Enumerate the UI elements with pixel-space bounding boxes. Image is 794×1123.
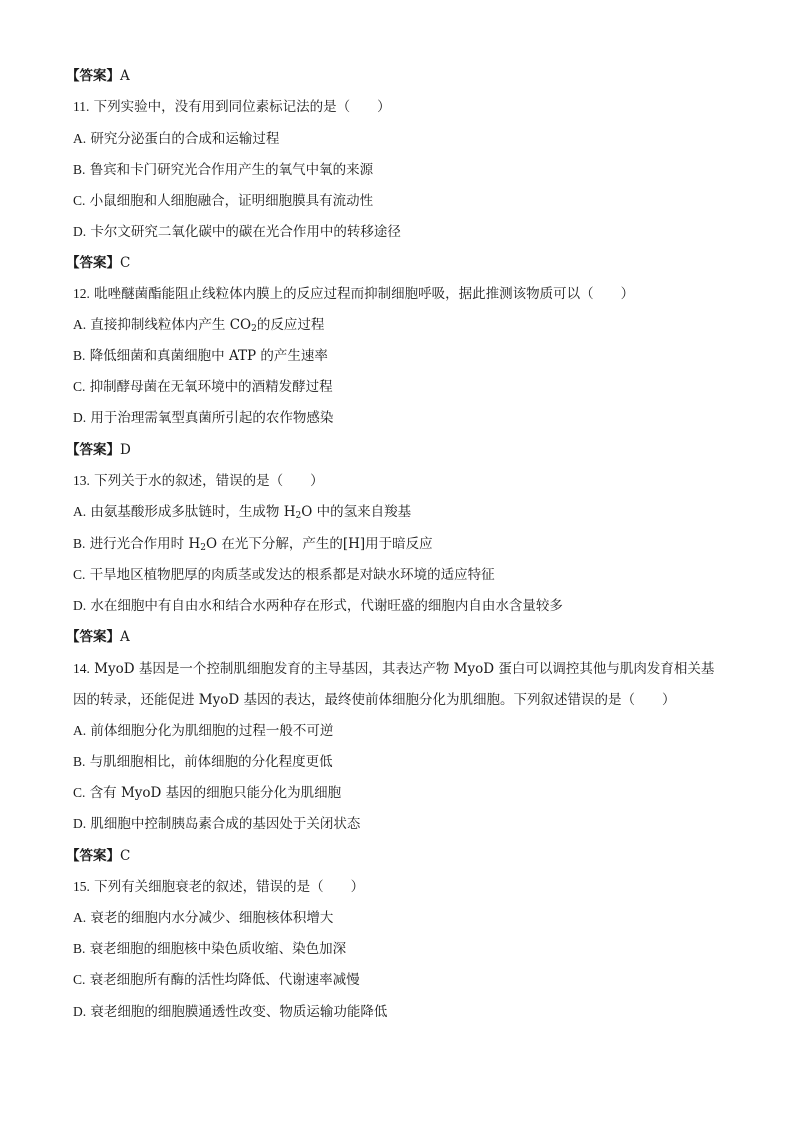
question-14-stem-line2 <box>73 690 734 710</box>
question-text: 吡唑醚菌酯能阻止线粒体内膜上的反应过程而抑制细胞呼吸，据此推测该物质可以（ ） <box>94 286 635 302</box>
question-14-option-b <box>73 752 734 772</box>
option-letter: D. <box>73 598 87 613</box>
option-letter: D. <box>73 1004 87 1019</box>
question-11-stem <box>73 97 734 117</box>
option-text: 用于治理需氧型真菌所引起的农作物感染 <box>90 410 334 426</box>
option-text: 衰老细胞的细胞核中染色质收缩、染色加深 <box>89 941 347 957</box>
question-15-stem <box>73 877 734 897</box>
option-text: 前体细胞分化为肌细胞的过程一般不可逆 <box>90 723 334 739</box>
answer-line <box>66 846 734 866</box>
option-text: 小鼠细胞和人细胞融合，证明细胞膜具有流动性 <box>89 193 374 209</box>
question-text: 下列有关细胞衰老的叙述，错误的是（ ） <box>94 879 365 895</box>
option-text: O 中的氢来自羧基 <box>301 504 412 520</box>
question-11-option-a <box>73 129 734 149</box>
option-text: 衰老细胞所有酶的活性均降低、代谢速率减慢 <box>89 972 360 988</box>
option-letter: B. <box>73 162 86 177</box>
option-text: 研究分泌蛋白的合成和运输过程 <box>90 131 280 147</box>
question-15-option-d <box>73 1002 734 1022</box>
question-text: 下列关于水的叙述，错误的是（ ） <box>94 473 324 489</box>
question-12-option-a <box>73 315 734 335</box>
question-14-option-c <box>73 783 734 803</box>
option-letter: A. <box>73 504 87 519</box>
question-13-option-c <box>73 565 734 585</box>
option-text: 干旱地区植物肥厚的肉质茎或发达的根系都是对缺水环境的适应特征 <box>89 567 495 583</box>
question-11-option-c <box>73 191 734 211</box>
question-14-option-d <box>73 814 734 834</box>
option-text: 降低细菌和真菌细胞中 ATP 的产生速率 <box>89 348 328 364</box>
option-letter: D. <box>73 410 87 425</box>
option-text: 的反应过程 <box>256 317 325 333</box>
option-letter: B. <box>73 348 86 363</box>
option-text: 衰老细胞的细胞膜通透性改变、物质运输功能降低 <box>90 1004 388 1020</box>
question-13-option-a <box>73 502 734 522</box>
answer-line <box>66 253 734 273</box>
option-text: 衰老的细胞内水分减少、细胞核体积增大 <box>90 910 334 926</box>
option-text: 直接抑制线粒体内产生 CO <box>90 317 252 333</box>
question-14-stem-line1 <box>73 659 734 679</box>
answer-label: 【答案】 <box>66 442 120 458</box>
answer-value: A <box>120 68 130 84</box>
subscript: 2 <box>200 543 206 553</box>
option-letter: B. <box>73 941 86 956</box>
question-12-option-c <box>73 377 734 397</box>
question-number: 14. <box>73 661 90 676</box>
subscript: 2 <box>295 511 302 521</box>
option-text: 鲁宾和卡门研究光合作用产生的氧气中氧的来源 <box>89 162 374 178</box>
option-letter: D. <box>73 816 87 831</box>
option-text: 水在细胞中有自由水和结合水两种存在形式，代谢旺盛的细胞内自由水含量较多 <box>90 598 563 614</box>
answer-label: 【答案】 <box>66 629 120 645</box>
option-letter: D. <box>73 224 87 239</box>
question-12-option-b <box>73 346 734 366</box>
answer-value: C <box>120 255 131 271</box>
question-12-option-d <box>73 408 734 428</box>
option-letter: C. <box>73 193 86 208</box>
question-13-stem <box>73 471 734 491</box>
question-12-stem <box>73 284 734 304</box>
option-text: 与肌细胞相比，前体细胞的分化程度更低 <box>89 754 333 770</box>
question-text: 因的转录，还能促进 MyoD 基因的表达，最终使前体细胞分化为肌细胞。下列叙述错误的是（ ） <box>73 692 676 708</box>
question-11-option-b <box>73 160 734 180</box>
option-text: 卡尔文研究二氧化碳中的碳在光合作用中的转移途径 <box>90 224 401 240</box>
answer-line <box>66 627 734 647</box>
option-letter: C. <box>73 972 86 987</box>
option-text: 肌细胞中控制胰岛素合成的基因处于关闭状态 <box>90 816 361 832</box>
option-letter: B. <box>73 536 86 551</box>
question-14-option-a <box>73 721 734 741</box>
option-letter: A. <box>73 131 87 146</box>
question-number: 15. <box>73 879 90 894</box>
option-letter: C. <box>73 379 86 394</box>
answer-label: 【答案】 <box>66 848 120 864</box>
option-letter: C. <box>73 785 86 800</box>
answer-line <box>66 440 734 460</box>
answer-value: C <box>120 848 131 864</box>
option-letter: A. <box>73 910 87 925</box>
option-letter: A. <box>73 317 87 332</box>
question-15-option-c <box>73 970 734 990</box>
answer-value: A <box>120 629 130 645</box>
question-number: 12. <box>73 286 90 301</box>
question-text: MyoD 基因是一个控制肌细胞发育的主导基因，其表达产物 MyoD 蛋白可以调控其他与肌肉发育相关基 <box>94 661 715 677</box>
question-13-option-b <box>73 534 734 554</box>
answer-label: 【答案】 <box>66 68 120 84</box>
option-text: 由氨基酸形成多肽链时，生成物 H <box>90 504 296 520</box>
option-text: 含有 MyoD 基因的细胞只能分化为肌细胞 <box>89 785 342 801</box>
question-15-option-a <box>73 908 734 928</box>
answer-label: 【答案】 <box>66 255 120 271</box>
option-letter: C. <box>73 567 86 582</box>
answer-value: D <box>120 442 131 458</box>
option-text: O 在光下分解，产生的[H]用于暗反应 <box>206 536 433 552</box>
question-11-option-d <box>73 222 734 242</box>
question-number: 13. <box>73 473 90 488</box>
subscript: 2 <box>251 324 257 334</box>
question-text: 下列实验中，没有用到同位素标记法的是（ ） <box>93 99 391 115</box>
option-text: 进行光合作用时 H <box>89 536 201 552</box>
option-letter: B. <box>73 754 86 769</box>
answer-line <box>66 66 734 86</box>
question-number: 11. <box>73 99 90 114</box>
question-13-option-d <box>73 596 734 616</box>
option-letter: A. <box>73 723 87 738</box>
question-15-option-b <box>73 939 734 959</box>
option-text: 抑制酵母菌在无氧环境中的酒精发酵过程 <box>89 379 333 395</box>
